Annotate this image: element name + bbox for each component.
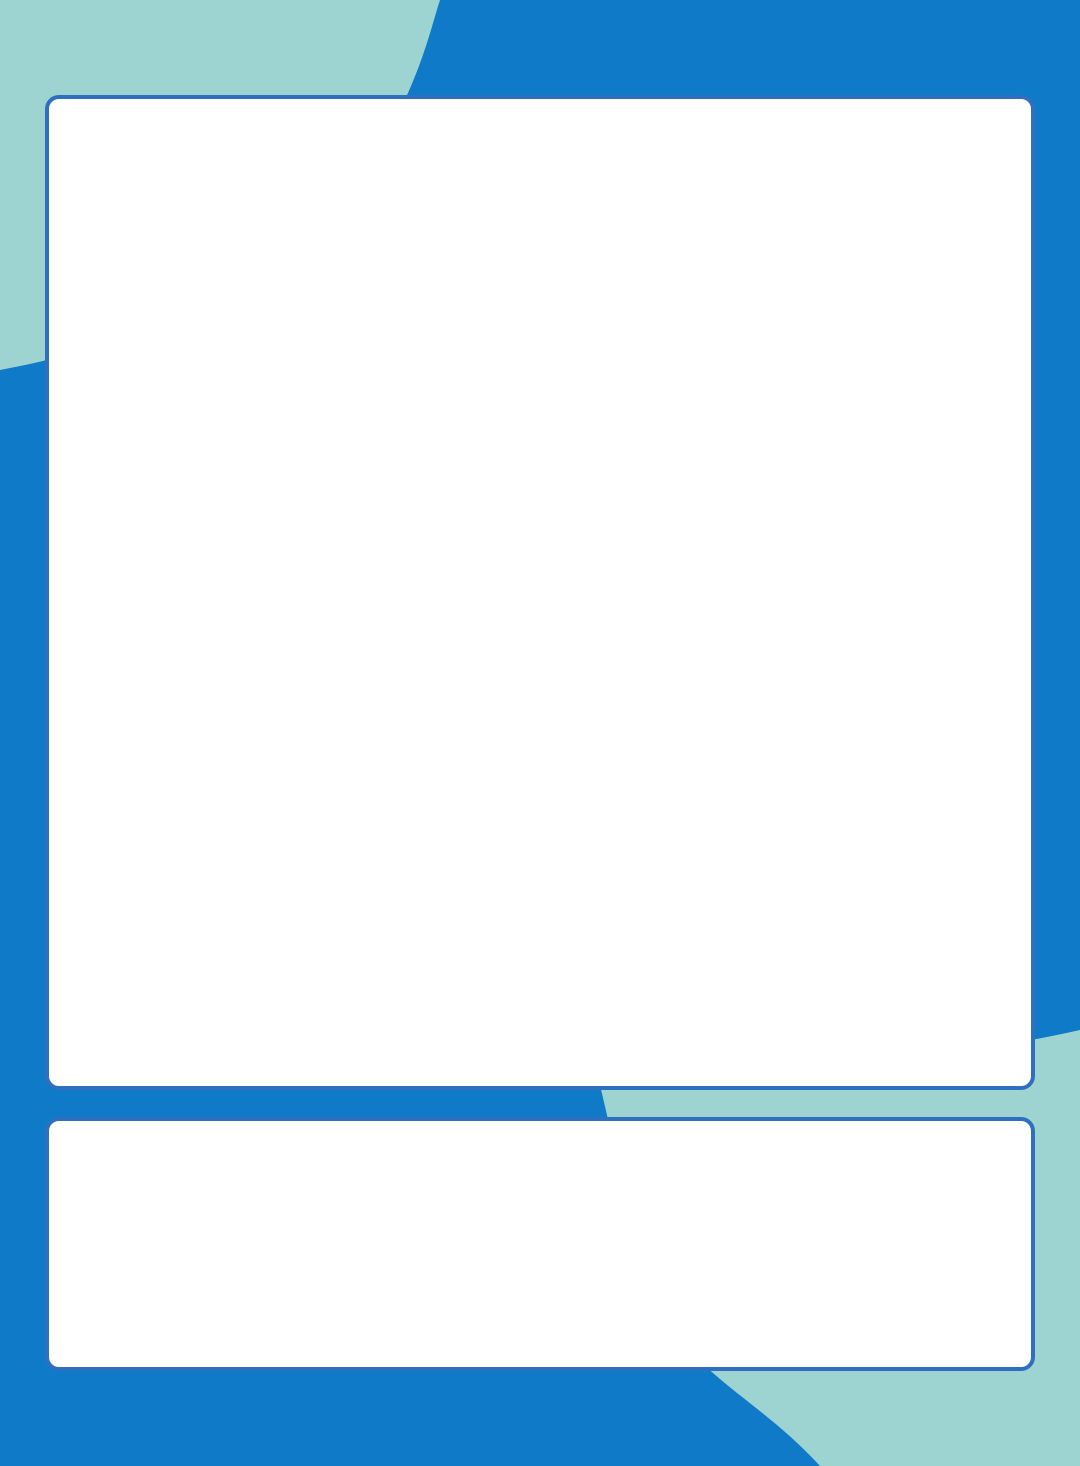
contact-info-card	[45, 1117, 1035, 1371]
course-table-card	[45, 95, 1035, 1090]
